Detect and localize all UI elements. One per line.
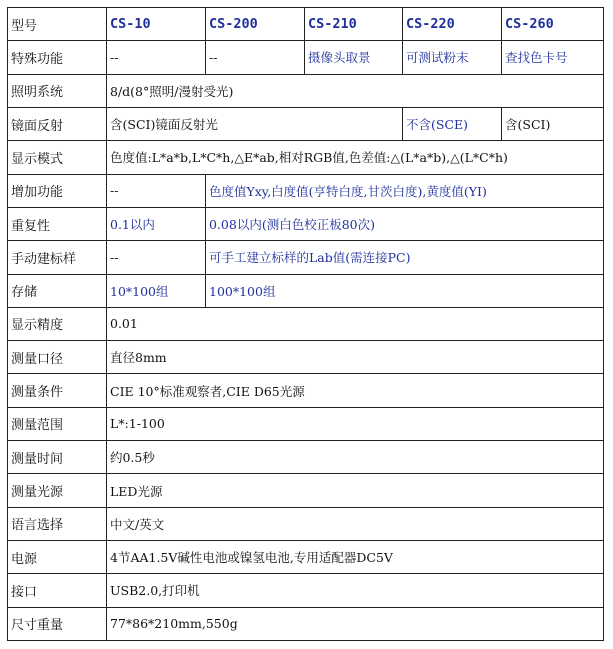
specular-sce-value: 不含(SCE)	[403, 107, 502, 140]
model-cs-200: CS-200	[206, 8, 305, 41]
special-function-cs-210: 摄像头取景	[305, 41, 403, 74]
condition-row	[8, 374, 604, 407]
power-label: 电源	[8, 541, 107, 574]
special-function-cs-260: 查找色卡号	[502, 41, 604, 74]
model-cs-260: CS-260	[502, 8, 604, 41]
precision-label: 显示精度	[8, 307, 107, 340]
specular-label: 镜面反射	[8, 107, 107, 140]
aperture-row	[8, 341, 604, 374]
light-source-label: 测量光源	[8, 474, 107, 507]
repeatability-row	[8, 207, 604, 240]
display-mode-label: 显示模式	[8, 141, 107, 174]
special-function-cs-220: 可测试粉末	[403, 41, 502, 74]
port-label: 接口	[8, 574, 107, 607]
spec-table	[7, 7, 604, 641]
manual-standard-label: 手动建标样	[8, 241, 107, 274]
condition-value: CIE 10°标准观察者,CIE D65光源	[107, 374, 604, 407]
time-label: 测量时间	[8, 441, 107, 474]
power-value: 4节AA1.5V碱性电池或镍氢电池,专用适配器DC5V	[107, 541, 604, 574]
power-row	[8, 541, 604, 574]
special-function-row	[8, 41, 604, 74]
precision-value: 0.01	[107, 307, 604, 340]
aperture-value: 直径8mm	[107, 341, 604, 374]
special-function-cs-10: --	[107, 41, 206, 74]
size-label: 尺寸重量	[8, 607, 107, 640]
manual-standard-row	[8, 241, 604, 274]
added-function-basic: --	[107, 174, 206, 207]
repeatability-basic: 0.1以内	[107, 207, 206, 240]
added-function-extra: 色度值Yxy,白度值(亨特白度,甘茨白度),黄度值(YI)	[206, 174, 604, 207]
display-mode-value: 色度值:L*a*b,L*C*h,△E*ab,相对RGB值,色差值:△(L*a*b),△(L*C*h)	[107, 141, 604, 174]
specular-sci-value: 含(SCI)镜面反射光	[107, 107, 403, 140]
header-row	[8, 8, 604, 41]
storage-row	[8, 274, 604, 307]
added-function-label: 增加功能	[8, 174, 107, 207]
lighting-value: 8/d(8°照明/漫射受光)	[107, 74, 604, 107]
added-function-row	[8, 174, 604, 207]
specular-sci-only: 含(SCI)	[502, 107, 604, 140]
model-cs-220: CS-220	[403, 8, 502, 41]
light-source-value: LED光源	[107, 474, 604, 507]
range-value: L*:1-100	[107, 407, 604, 440]
time-row	[8, 441, 604, 474]
manual-standard-basic: --	[107, 241, 206, 274]
port-value: USB2.0,打印机	[107, 574, 604, 607]
range-row	[8, 407, 604, 440]
specular-row	[8, 107, 604, 140]
size-value: 77*86*210mm,550g	[107, 607, 604, 640]
language-label: 语言选择	[8, 507, 107, 540]
range-label: 测量范围	[8, 407, 107, 440]
model-label: 型号	[8, 8, 107, 41]
precision-row	[8, 307, 604, 340]
storage-extra: 100*100组	[206, 274, 604, 307]
display-mode-row	[8, 141, 604, 174]
aperture-label: 测量口径	[8, 341, 107, 374]
special-function-label: 特殊功能	[8, 41, 107, 74]
port-row	[8, 574, 604, 607]
size-row	[8, 607, 604, 640]
language-row	[8, 507, 604, 540]
repeatability-label: 重复性	[8, 207, 107, 240]
model-cs-210: CS-210	[305, 8, 403, 41]
language-value: 中文/英文	[107, 507, 604, 540]
storage-label: 存储	[8, 274, 107, 307]
light-source-row	[8, 474, 604, 507]
storage-basic: 10*100组	[107, 274, 206, 307]
repeatability-extra: 0.08以内(测白色校正板80次)	[206, 207, 604, 240]
special-function-cs-200: --	[206, 41, 305, 74]
lighting-label: 照明系统	[8, 74, 107, 107]
time-value: 约0.5秒	[107, 441, 604, 474]
model-cs-10: CS-10	[107, 8, 206, 41]
lighting-row	[8, 74, 604, 107]
manual-standard-extra: 可手工建立标样的Lab值(需连接PC)	[206, 241, 604, 274]
condition-label: 测量条件	[8, 374, 107, 407]
